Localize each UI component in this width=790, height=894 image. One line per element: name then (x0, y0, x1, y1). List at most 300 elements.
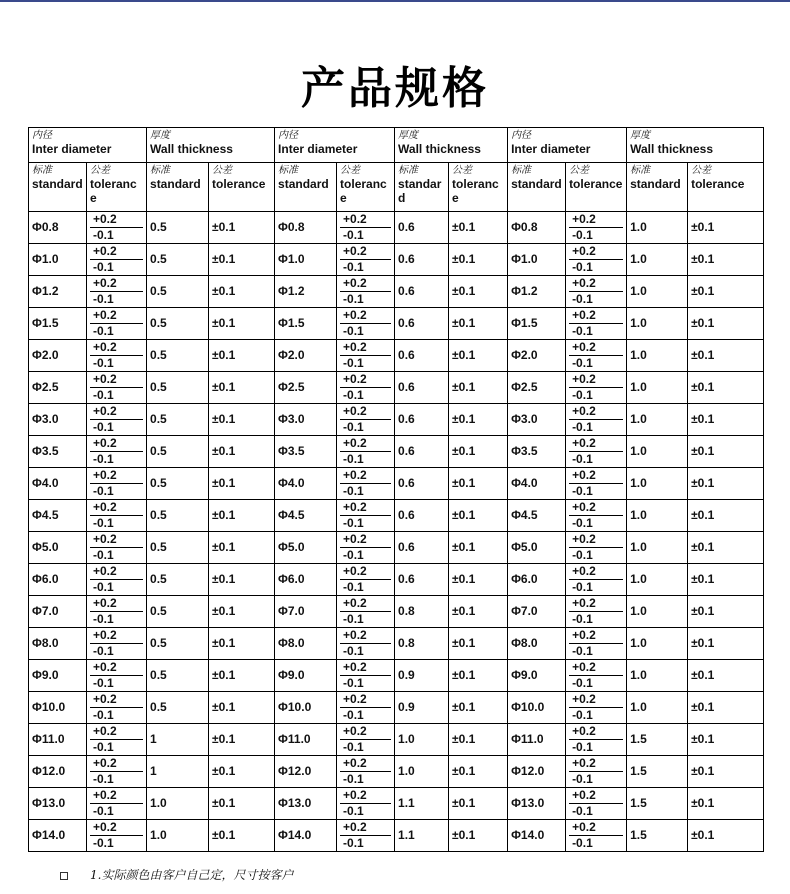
tolerance-plus: +0.2 (340, 468, 391, 484)
tolerance-plus: +0.2 (569, 660, 623, 676)
inner-diameter-value: Φ4.5 (508, 500, 566, 532)
tolerance-minus: -0.1 (93, 548, 114, 562)
tolerance-plus: +0.2 (569, 692, 623, 708)
wall-tolerance: ±0.1 (688, 276, 764, 308)
inner-diameter-value: Φ3.5 (275, 436, 337, 468)
tolerance-minus: -0.1 (572, 324, 593, 338)
inner-tolerance (87, 756, 147, 788)
tolerance-minus: -0.1 (93, 452, 114, 466)
wall-tolerance: ±0.1 (209, 468, 275, 500)
header-wall-thickness: 厚度 Wall thickness (395, 128, 508, 163)
inner-diameter-value: Φ1.5 (29, 308, 87, 340)
inner-diameter-value: Φ14.0 (508, 820, 566, 852)
wall-tolerance: ±0.1 (688, 212, 764, 244)
tolerance-plus: +0.2 (340, 308, 391, 324)
tolerance-minus: -0.1 (93, 292, 114, 306)
tolerance-plus: +0.2 (90, 436, 143, 452)
tolerance-minus: -0.1 (572, 804, 593, 818)
wall-thickness-value: 0.6 (395, 532, 449, 564)
wall-thickness-value: 1.0 (627, 468, 688, 500)
spec-table-header (29, 128, 764, 212)
wall-tolerance: ±0.1 (449, 468, 508, 500)
inner-tolerance (566, 244, 627, 276)
wall-thickness-value: 1.0 (627, 372, 688, 404)
tolerance-minus: -0.1 (572, 644, 593, 658)
tolerance-minus: -0.1 (343, 644, 364, 658)
inner-tolerance (566, 692, 627, 724)
tolerance-minus: -0.1 (93, 676, 114, 690)
tolerance-minus: -0.1 (572, 836, 593, 850)
inner-tolerance (87, 532, 147, 564)
wall-thickness-value: 1.1 (395, 788, 449, 820)
wall-tolerance: ±0.1 (209, 276, 275, 308)
inner-diameter-value: Φ7.0 (29, 596, 87, 628)
tolerance-plus: +0.2 (90, 532, 143, 548)
wall-thickness-value: 1.5 (627, 788, 688, 820)
tolerance-plus: +0.2 (340, 628, 391, 644)
header-standard: 标准 standard (275, 163, 337, 212)
inner-diameter-value: Φ1.5 (275, 308, 337, 340)
inner-diameter-value: Φ5.0 (275, 532, 337, 564)
header-wall-thickness: 厚度 Wall thickness (627, 128, 764, 163)
wall-thickness-value: 1.0 (627, 500, 688, 532)
wall-tolerance: ±0.1 (449, 308, 508, 340)
tolerance-minus: -0.1 (343, 612, 364, 626)
wall-thickness-value: 0.5 (147, 340, 209, 372)
tolerance-minus: -0.1 (572, 292, 593, 306)
wall-thickness-value: 1.5 (627, 820, 688, 852)
tolerance-minus: -0.1 (572, 676, 593, 690)
wall-tolerance: ±0.1 (209, 308, 275, 340)
header-tolerance: 公差 tolerance (337, 163, 395, 212)
tolerance-plus: +0.2 (90, 244, 143, 260)
wall-thickness-value: 1.5 (627, 724, 688, 756)
inner-diameter-value: Φ8.0 (508, 628, 566, 660)
wall-thickness-value: 0.5 (147, 564, 209, 596)
inner-diameter-value: Φ3.0 (508, 404, 566, 436)
tolerance-minus: -0.1 (572, 228, 593, 242)
inner-tolerance (337, 820, 395, 852)
inner-diameter-value: Φ9.0 (29, 660, 87, 692)
inner-tolerance (566, 436, 627, 468)
inner-diameter-value: Φ9.0 (508, 660, 566, 692)
inner-tolerance (87, 596, 147, 628)
inner-tolerance (87, 404, 147, 436)
wall-thickness-value: 0.5 (147, 660, 209, 692)
tolerance-minus: -0.1 (343, 324, 364, 338)
header-standard: 标准 standard (147, 163, 209, 212)
inner-diameter-value: Φ1.2 (275, 276, 337, 308)
wall-tolerance: ±0.1 (209, 724, 275, 756)
tolerance-minus: -0.1 (572, 580, 593, 594)
wall-tolerance: ±0.1 (209, 756, 275, 788)
tolerance-minus: -0.1 (343, 676, 364, 690)
tolerance-minus: -0.1 (572, 708, 593, 722)
table-row (29, 692, 764, 724)
tolerance-plus: +0.2 (340, 564, 391, 580)
inner-diameter-value: Φ13.0 (275, 788, 337, 820)
wall-thickness-value: 0.9 (395, 660, 449, 692)
inner-tolerance (566, 212, 627, 244)
header-tolerance: 公差 tolerance (688, 163, 764, 212)
wall-thickness-value: 0.5 (147, 244, 209, 276)
inner-diameter-value: Φ4.0 (29, 468, 87, 500)
tolerance-minus: -0.1 (93, 420, 114, 434)
inner-tolerance (566, 756, 627, 788)
tolerance-plus: +0.2 (340, 660, 391, 676)
inner-diameter-value: Φ5.0 (508, 532, 566, 564)
inner-tolerance (337, 724, 395, 756)
tolerance-minus: -0.1 (93, 228, 114, 242)
tolerance-plus: +0.2 (340, 276, 391, 292)
inner-tolerance (566, 788, 627, 820)
tolerance-plus: +0.2 (569, 596, 623, 612)
tolerance-plus: +0.2 (569, 564, 623, 580)
tolerance-plus: +0.2 (569, 340, 623, 356)
tolerance-plus: +0.2 (90, 564, 143, 580)
tolerance-minus: -0.1 (343, 228, 364, 242)
wall-tolerance: ±0.1 (209, 532, 275, 564)
tolerance-plus: +0.2 (569, 468, 623, 484)
inner-tolerance (337, 308, 395, 340)
wall-tolerance: ±0.1 (688, 596, 764, 628)
inner-tolerance (87, 308, 147, 340)
tolerance-plus: +0.2 (569, 308, 623, 324)
wall-tolerance: ±0.1 (209, 436, 275, 468)
inner-tolerance (566, 308, 627, 340)
inner-diameter-value: Φ10.0 (275, 692, 337, 724)
wall-tolerance: ±0.1 (688, 820, 764, 852)
wall-tolerance: ±0.1 (209, 788, 275, 820)
tolerance-minus: -0.1 (93, 708, 114, 722)
wall-thickness-value: 1.1 (395, 820, 449, 852)
inner-diameter-value: Φ3.5 (29, 436, 87, 468)
table-row (29, 788, 764, 820)
tolerance-minus: -0.1 (572, 612, 593, 626)
tolerance-minus: -0.1 (343, 388, 364, 402)
tolerance-minus: -0.1 (93, 324, 114, 338)
inner-diameter-value: Φ11.0 (508, 724, 566, 756)
tolerance-plus: +0.2 (90, 724, 143, 740)
tolerance-minus: -0.1 (572, 452, 593, 466)
tolerance-plus: +0.2 (90, 788, 143, 804)
tolerance-plus: +0.2 (569, 500, 623, 516)
wall-thickness-value: 0.5 (147, 212, 209, 244)
inner-diameter-value: Φ2.0 (275, 340, 337, 372)
table-row (29, 404, 764, 436)
tolerance-minus: -0.1 (93, 644, 114, 658)
wall-tolerance: ±0.1 (449, 756, 508, 788)
tolerance-plus: +0.2 (90, 212, 143, 228)
wall-thickness-value: 0.6 (395, 564, 449, 596)
inner-diameter-value: Φ6.0 (275, 564, 337, 596)
inner-diameter-value: Φ14.0 (29, 820, 87, 852)
header-inner-diameter: 内径 Inter diameter (508, 128, 627, 163)
header-wall-thickness: 厚度 Wall thickness (147, 128, 275, 163)
tolerance-minus: -0.1 (93, 612, 114, 626)
wall-tolerance: ±0.1 (449, 660, 508, 692)
header-tolerance: 公差 tolerance (209, 163, 275, 212)
wall-thickness-value: 0.5 (147, 276, 209, 308)
inner-diameter-value: Φ12.0 (275, 756, 337, 788)
table-row (29, 756, 764, 788)
tolerance-minus: -0.1 (572, 420, 593, 434)
inner-tolerance (566, 500, 627, 532)
inner-diameter-value: Φ7.0 (275, 596, 337, 628)
inner-tolerance (337, 660, 395, 692)
tolerance-plus: +0.2 (340, 436, 391, 452)
wall-tolerance: ±0.1 (688, 532, 764, 564)
inner-tolerance (337, 212, 395, 244)
tolerance-minus: -0.1 (93, 580, 114, 594)
wall-tolerance: ±0.1 (688, 372, 764, 404)
tolerance-plus: +0.2 (90, 340, 143, 356)
inner-diameter-value: Φ4.0 (275, 468, 337, 500)
wall-thickness-value: 1 (147, 724, 209, 756)
inner-diameter-value: Φ3.0 (29, 404, 87, 436)
inner-tolerance (337, 692, 395, 724)
inner-tolerance (87, 660, 147, 692)
tolerance-minus: -0.1 (572, 516, 593, 530)
wall-tolerance: ±0.1 (209, 564, 275, 596)
wall-tolerance: ±0.1 (449, 628, 508, 660)
wall-tolerance: ±0.1 (209, 628, 275, 660)
inner-tolerance (337, 244, 395, 276)
tolerance-plus: +0.2 (569, 212, 623, 228)
inner-tolerance (87, 788, 147, 820)
tolerance-plus: +0.2 (340, 596, 391, 612)
header-inner-diameter: 内径 Inter diameter (275, 128, 395, 163)
wall-tolerance: ±0.1 (449, 788, 508, 820)
inner-diameter-value: Φ2.5 (29, 372, 87, 404)
inner-diameter-value: Φ14.0 (275, 820, 337, 852)
inner-tolerance (566, 340, 627, 372)
inner-tolerance (566, 276, 627, 308)
wall-thickness-value: 0.6 (395, 468, 449, 500)
wall-tolerance: ±0.1 (688, 404, 764, 436)
inner-diameter-value: Φ10.0 (508, 692, 566, 724)
wall-tolerance: ±0.1 (688, 788, 764, 820)
wall-tolerance: ±0.1 (688, 340, 764, 372)
wall-thickness-value: 1.0 (627, 660, 688, 692)
inner-diameter-value: Φ6.0 (508, 564, 566, 596)
inner-tolerance (337, 756, 395, 788)
wall-tolerance: ±0.1 (209, 500, 275, 532)
wall-thickness-value: 0.5 (147, 628, 209, 660)
table-row (29, 308, 764, 340)
tolerance-plus: +0.2 (340, 756, 391, 772)
wall-tolerance: ±0.1 (688, 468, 764, 500)
inner-diameter-value: Φ2.5 (508, 372, 566, 404)
table-row (29, 724, 764, 756)
tolerance-minus: -0.1 (343, 548, 364, 562)
inner-diameter-value: Φ4.5 (275, 500, 337, 532)
wall-tolerance: ±0.1 (449, 404, 508, 436)
inner-diameter-value: Φ1.0 (275, 244, 337, 276)
spec-table (28, 127, 764, 852)
inner-diameter-value: Φ5.0 (29, 532, 87, 564)
inner-diameter-value: Φ2.0 (508, 340, 566, 372)
inner-tolerance (337, 500, 395, 532)
wall-thickness-value: 0.5 (147, 308, 209, 340)
inner-diameter-value: Φ10.0 (29, 692, 87, 724)
table-row (29, 628, 764, 660)
wall-tolerance: ±0.1 (209, 596, 275, 628)
table-row (29, 340, 764, 372)
inner-tolerance (87, 276, 147, 308)
wall-thickness-value: 1.0 (395, 756, 449, 788)
header-row-sub (29, 163, 764, 212)
wall-thickness-value: 0.5 (147, 692, 209, 724)
wall-thickness-value: 1.0 (627, 532, 688, 564)
wall-tolerance: ±0.1 (449, 724, 508, 756)
tolerance-plus: +0.2 (340, 532, 391, 548)
wall-tolerance: ±0.1 (449, 212, 508, 244)
wall-tolerance: ±0.1 (688, 628, 764, 660)
wall-thickness-value: 0.6 (395, 308, 449, 340)
wall-thickness-value: 1.0 (627, 340, 688, 372)
wall-thickness-value: 0.6 (395, 500, 449, 532)
inner-tolerance (337, 564, 395, 596)
wall-tolerance: ±0.1 (209, 660, 275, 692)
wall-thickness-value: 0.6 (395, 340, 449, 372)
tolerance-minus: -0.1 (572, 484, 593, 498)
wall-thickness-value: 0.6 (395, 244, 449, 276)
tolerance-plus: +0.2 (90, 820, 143, 836)
wall-tolerance: ±0.1 (449, 340, 508, 372)
wall-tolerance: ±0.1 (449, 820, 508, 852)
tolerance-minus: -0.1 (343, 804, 364, 818)
wall-tolerance: ±0.1 (209, 372, 275, 404)
tolerance-plus: +0.2 (569, 532, 623, 548)
wall-thickness-value: 0.5 (147, 436, 209, 468)
inner-tolerance (87, 564, 147, 596)
table-row (29, 212, 764, 244)
wall-tolerance: ±0.1 (209, 820, 275, 852)
inner-tolerance (87, 244, 147, 276)
inner-tolerance (566, 660, 627, 692)
inner-diameter-value: Φ12.0 (29, 756, 87, 788)
wall-tolerance: ±0.1 (688, 564, 764, 596)
inner-diameter-value: Φ6.0 (29, 564, 87, 596)
page-title: 产品规格 (301, 63, 489, 114)
wall-thickness-value: 1.0 (627, 436, 688, 468)
inner-diameter-value: Φ3.0 (275, 404, 337, 436)
wall-tolerance: ±0.1 (688, 660, 764, 692)
table-row (29, 596, 764, 628)
inner-diameter-value: Φ11.0 (275, 724, 337, 756)
inner-tolerance (566, 628, 627, 660)
inner-tolerance (87, 468, 147, 500)
table-row (29, 564, 764, 596)
tolerance-plus: +0.2 (90, 404, 143, 420)
wall-tolerance: ±0.1 (688, 500, 764, 532)
wall-thickness-value: 0.6 (395, 436, 449, 468)
tolerance-plus: +0.2 (340, 692, 391, 708)
wall-tolerance: ±0.1 (449, 276, 508, 308)
tolerance-plus: +0.2 (90, 628, 143, 644)
tolerance-plus: +0.2 (340, 724, 391, 740)
wall-thickness-value: 1.0 (627, 212, 688, 244)
inner-tolerance (566, 724, 627, 756)
tolerance-plus: +0.2 (340, 820, 391, 836)
wall-tolerance: ±0.1 (209, 244, 275, 276)
tolerance-minus: -0.1 (572, 772, 593, 786)
tolerance-minus: -0.1 (93, 260, 114, 274)
wall-tolerance: ±0.1 (449, 372, 508, 404)
wall-thickness-value: 0.6 (395, 276, 449, 308)
tolerance-minus: -0.1 (572, 260, 593, 274)
inner-tolerance (337, 340, 395, 372)
tolerance-plus: +0.2 (569, 276, 623, 292)
tolerance-minus: -0.1 (343, 708, 364, 722)
inner-tolerance (337, 276, 395, 308)
wall-thickness-value: 0.9 (395, 692, 449, 724)
inner-tolerance (87, 692, 147, 724)
wall-tolerance: ±0.1 (449, 596, 508, 628)
inner-tolerance (87, 628, 147, 660)
wall-thickness-value: 1.0 (627, 244, 688, 276)
tolerance-plus: +0.2 (340, 372, 391, 388)
wall-thickness-value: 0.5 (147, 404, 209, 436)
header-standard: 标准 standard (627, 163, 688, 212)
tolerance-minus: -0.1 (343, 484, 364, 498)
tolerance-plus: +0.2 (90, 756, 143, 772)
wall-tolerance: ±0.1 (209, 692, 275, 724)
tolerance-plus: +0.2 (90, 308, 143, 324)
inner-diameter-value: Φ1.2 (29, 276, 87, 308)
tolerance-plus: +0.2 (90, 596, 143, 612)
inner-tolerance (337, 404, 395, 436)
inner-diameter-value: Φ2.0 (29, 340, 87, 372)
inner-tolerance (337, 788, 395, 820)
footnote (60, 866, 293, 883)
tolerance-minus: -0.1 (93, 356, 114, 370)
wall-tolerance: ±0.1 (209, 212, 275, 244)
tolerance-plus: +0.2 (569, 788, 623, 804)
inner-tolerance (87, 436, 147, 468)
wall-thickness-value: 0.5 (147, 372, 209, 404)
tolerance-minus: -0.1 (93, 740, 114, 754)
wall-thickness-value: 0.8 (395, 596, 449, 628)
tolerance-plus: +0.2 (90, 692, 143, 708)
tolerance-plus: +0.2 (90, 500, 143, 516)
wall-thickness-value: 0.5 (147, 468, 209, 500)
table-row (29, 372, 764, 404)
tolerance-minus: -0.1 (343, 740, 364, 754)
tolerance-plus: +0.2 (569, 404, 623, 420)
tolerance-minus: -0.1 (343, 452, 364, 466)
wall-tolerance: ±0.1 (688, 724, 764, 756)
wall-thickness-value: 0.5 (147, 500, 209, 532)
header-row-group (29, 128, 764, 163)
tolerance-plus: +0.2 (569, 372, 623, 388)
inner-tolerance (566, 404, 627, 436)
header-standard: 标准 standard (29, 163, 87, 212)
tolerance-plus: +0.2 (340, 404, 391, 420)
wall-tolerance: ±0.1 (688, 692, 764, 724)
wall-thickness-value: 0.8 (395, 628, 449, 660)
tolerance-minus: -0.1 (93, 804, 114, 818)
tolerance-plus: +0.2 (569, 628, 623, 644)
wall-thickness-value: 1.0 (147, 788, 209, 820)
tolerance-plus: +0.2 (569, 820, 623, 836)
top-divider (0, 0, 790, 2)
inner-diameter-value: Φ12.0 (508, 756, 566, 788)
inner-tolerance (337, 468, 395, 500)
tolerance-minus: -0.1 (343, 356, 364, 370)
inner-diameter-value: Φ7.0 (508, 596, 566, 628)
